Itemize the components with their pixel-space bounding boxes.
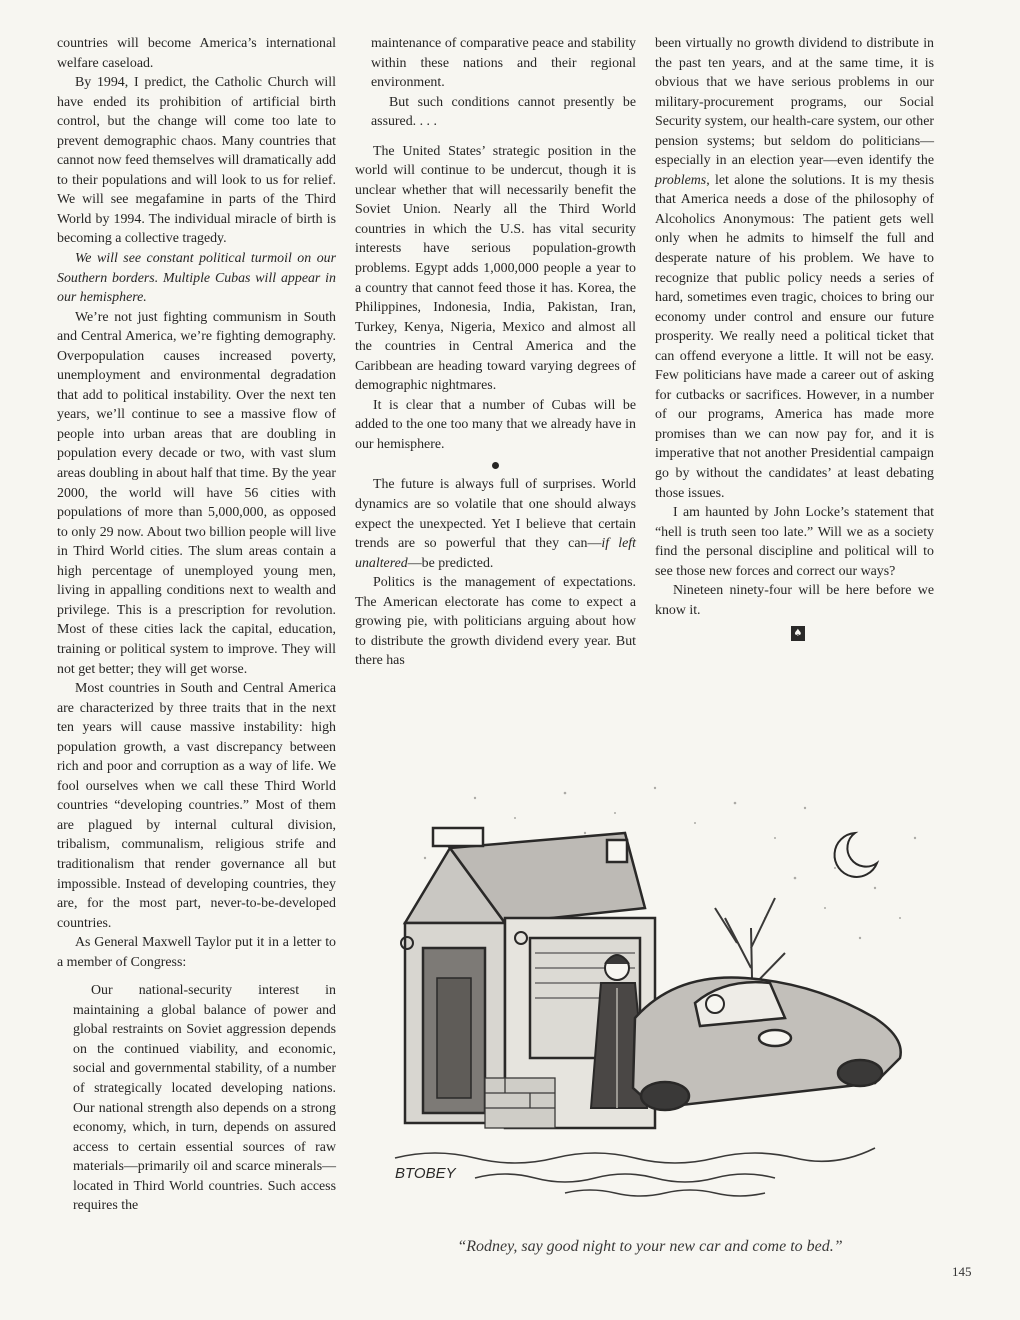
cartoonist-signature: BTOBEY (395, 1165, 456, 1182)
paragraph: We’re not just fighting communism in South and Central America, we’re fighting demography. Overpopulation causes increased poverty, unemployment and environmental degradation that add to political instability. Over the next ten years, we’ll continue to see a massive flow of people into urban areas that are doubling in population every decade or two, with vast slum areas doubling in about half that time. By the year 2000, the world will have 56 cities with populations of more than 5,000,000, as opposed to only 29 now. About two billion people will live in Third World cities. The slum areas contain a high percentage of unemployed young men, living in appalling conditions next to wealth and privilege. This is a prescription for revolution. Most of these cities lack the capital, education, training or political system to improve. They will not get better; they will get worse. (57, 309, 336, 677)
italic-paragraph: We will see constant political turmoil on our Southern borders. Multiple Cubas will appear in our hemisphere. (57, 251, 336, 306)
stone-wall (485, 1078, 555, 1128)
end-mark-icon: ♠ (791, 626, 805, 641)
paragraph: Most countries in South and Central America are characterized by three traits that in the next ten years will cause massive instability: high population growth, a vast discrepancy between rich and poor and corruption as a way of life. We fool ourselves when we call these Third World countries “developing countries.” Most of them are plagued by internal cultural division, tribalism, communalism, religious strife and traditionalism that render governance all but impossible. Instead of developing countries, they are, for the most part, never-to-be-developed countries. (57, 681, 336, 931)
text-column-3 (655, 34, 934, 641)
paragraph: been virtually no growth dividend to distribute in the past ten years, and at the same time, it is obvious that we have serious problems in our military-procurement programs, our Social Security system, our health-care system, our other pension systems; but seldom do politicians—especially in an election year—even identify the problems, let alone the solutions. It is my thesis that America needs a dose of the philosophy of Alcoholics Anonymous: The patient gets well only when he admits to himself the full and desperate nature of his problem. We have to recognize that public policy needs a series of hard, sometimes even tragic, choices to bring our economy under control and ensure our future prosperity. We really need a political ticket that can offend everyone a little. It will not be easy. Few politicians have made a career out of asking for cutbacks or sacrifices. However, in a number of our programs, America has made more promises than we can now pay for, and it is imperative that not another Presidential campaign go by without the candidates’ at least debating those issues. (655, 36, 934, 501)
paragraph: The United States’ strategic position in the world will continue to be undercut, though it is unclear whether that will necessarily benefit the Soviet Union. Nearly all the Third World countries in which the U.S. has vital security interests have serious population-growth problems. Egypt adds 1,000,000 people a year to a country that cannot feed those it has. Korea, the Philippines, Indonesia, India, Pakistan, Iran, Turkey, Kenya, Nigeria, Mexico and almost all the countries in Central America and the Caribbean are heading toward varying degrees of demographic nightmares. (355, 143, 636, 394)
page-number: 145 (952, 1264, 972, 1279)
paragraph: I am haunted by John Locke’s statement that “hell is truth seen too late.” Will we as a society find the personal discipline and political will to see those new forces and correct our ways? (655, 505, 934, 579)
cartoon-illustration (355, 778, 935, 1208)
cartoon-caption: “Rodney, say good night to your new car and come to bed.” (457, 1238, 843, 1255)
sports-car (633, 978, 901, 1111)
paragraph: Nineteen ninety-four will be here before we know it. (655, 583, 934, 618)
paragraph: It is clear that a number of Cubas will be added to the one too many that we already have in our hemisphere. (355, 397, 636, 452)
paragraph: As General Maxwell Taylor put it in a letter to a member of Congress: (57, 935, 336, 970)
driver-head (706, 995, 724, 1013)
block-quote-end: But such conditions cannot presently be assured. . . . (371, 94, 636, 130)
block-quote: Our national-security interest in maintaining a global balance of power and global restraints on Soviet aggression depends on the continued viability, and economic, social and governmental stability, of a number of strategically located developing nations. Our national strength also depends on a strong economy, which, in turn, depends on assured access to certain essential sources of raw materials—primarily oil and scarce minerals—located in Third World countries. Such access requires the (73, 983, 336, 1214)
paragraph: Politics is the management of expectations. The American electorate has come to expect a growing pie, with politicians arguing about how to distribute the growth dividend every year. But there has (355, 575, 636, 669)
section-bullet (492, 462, 499, 469)
block-quote-continued: maintenance of comparative peace and stability within these nations and their regional environment. (371, 36, 636, 91)
paragraph: By 1994, I predict, the Catholic Church will have ended its prohibition of artificial birth control, but the change will come too late to prevent demographic chaos. Many countries that cannot now feed themselves will dramatically add to their populations and will look to us for relief. We will see megafamine in parts of the Third World by 1994. The individual miracle of birth is becoming a collective tragedy. (57, 75, 336, 247)
paragraph: countries will become America’s international welfare caseload. (57, 36, 336, 71)
crescent-moon-icon (835, 833, 877, 877)
door-panel (437, 978, 471, 1098)
text-column-1 (57, 34, 336, 1216)
text-column-2 (355, 34, 636, 671)
driveway-strokes (395, 1148, 875, 1196)
paragraph: The future is always full of surprises. World dynamics are so volatile that one should always expect the unexpected. Yet I believe that certain trends are so powerful that they can—if left unaltered—be predicted. (355, 477, 636, 571)
